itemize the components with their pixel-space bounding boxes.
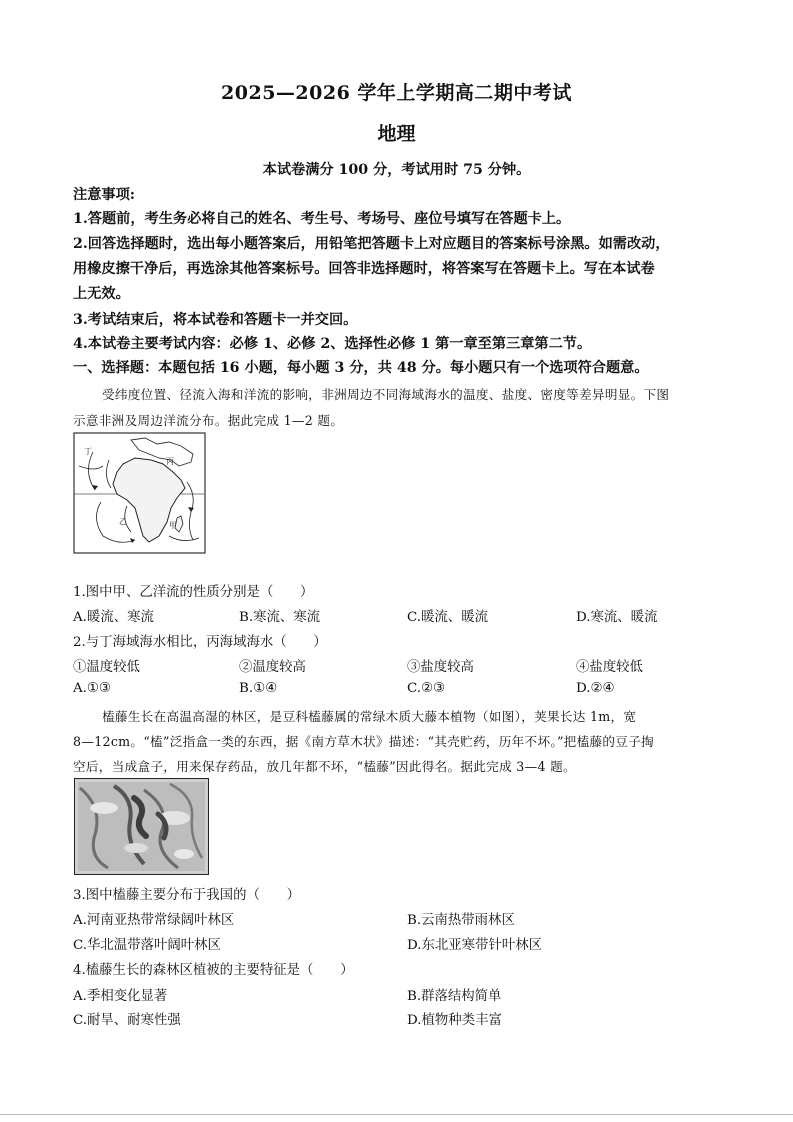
question-2-option-c: C.②③ [407, 681, 446, 696]
notes-heading: 注意事项: [73, 187, 135, 203]
passage-2-line-2: 8—12cm。“榼”泛指盒一类的东西，据《南方草木状》描述：“其壳贮药，历年不坏。”把榼藤的豆子掏 [73, 734, 654, 749]
label-ding: 丁 [84, 447, 92, 456]
question-3-option-d: D.东北亚寒带针叶林区 [407, 938, 543, 953]
question-2-stem: 2.与丁海域海水相比，丙海域海水（ ） [73, 635, 327, 650]
passage-1-line-1: 受纬度位置、径流入海和洋流的影响，非洲周边不同海域海水的温度、盐度、密度等差异明显。下图 [102, 387, 670, 402]
map-svg [73, 432, 206, 554]
subject-title: 地理 [377, 123, 416, 145]
question-3-option-a: A.河南亚热带常绿阔叶林区 [73, 913, 235, 928]
section-1-heading: 一、选择题：本题包括 16 小题，每小题 3 分，共 48 分。每小题只有一个选项符合题意。 [73, 360, 649, 376]
question-1-option-b: B.寒流、寒流 [239, 610, 321, 625]
photo-svg [74, 778, 209, 875]
note-item-1: 1.答题前，考生务必将自己的姓名、考生号、考场号、座位号填写在答题卡上。 [73, 211, 571, 227]
question-1-option-d: D.寒流、暖流 [576, 610, 658, 625]
question-2-statement-4: ④盐度较低 [576, 660, 643, 675]
question-2-statement-1: ①温度较低 [73, 660, 140, 675]
question-4-option-d: D.植物种类丰富 [407, 1013, 502, 1028]
score-note: 本试卷满分 100 分，考试用时 75 分钟。 [262, 162, 531, 178]
note-item-2-line-1: 2.回答选择题时，选出每小题答案后，用铅笔把答题卡上对应题目的答案标号涂黑。如需改动， [73, 236, 670, 252]
question-2-statement-2: ②温度较高 [239, 660, 306, 675]
question-2-option-d: D.②④ [576, 681, 615, 696]
africa-ocean-current-map [73, 432, 206, 554]
question-2-option-b: B.①④ [239, 681, 278, 696]
question-3-option-b: B.云南热带雨林区 [407, 913, 515, 928]
entada-vine-photo [74, 778, 209, 875]
question-4-option-c: C.耐旱、耐寒性强 [73, 1013, 181, 1028]
passage-2-line-1: 榼藤生长在高温高湿的林区，是豆科榼藤属的常绿木质大藤本植物（如图），荚果长达 1m，宽 [102, 709, 637, 724]
exam-title: 2025—2026 学年上学期高二期中考试 [221, 82, 572, 104]
note-item-2-line-3: 上无效。 [73, 286, 130, 302]
question-2-statement-3: ③盐度较高 [407, 660, 474, 675]
question-3-stem: 3.图中榼藤主要分布于我国的（ ） [73, 888, 301, 903]
page-bottom-rule [0, 1114, 793, 1115]
question-1-option-a: A.暖流、寒流 [73, 610, 154, 625]
question-4-option-a: A.季相变化显著 [73, 989, 168, 1004]
question-1-option-c: C.暖流、暖流 [407, 610, 488, 625]
passage-1-line-2: 示意非洲及周边洋流分布。据此完成 1—2 题。 [73, 413, 344, 428]
question-4-option-b: B.群落结构简单 [407, 989, 502, 1004]
label-yi: 乙 [119, 517, 127, 526]
question-1-stem: 1.图中甲、乙洋流的性质分别是（ ） [73, 585, 314, 600]
note-item-4: 4.本试卷主要考试内容：必修 1、必修 2、选择性必修 1 第一章至第三章第二节。 [73, 336, 592, 352]
question-4-stem: 4.榼藤生长的森林区植被的主要特征是（ ） [73, 963, 354, 978]
question-3-option-c: C.华北温带落叶阔叶林区 [73, 938, 221, 953]
passage-2-line-3: 空后，当成盒子，用来保存药品，放几年都不坏，“榼藤”因此得名。据此完成 3—4 题。 [73, 759, 576, 774]
label-bing: 丙 [166, 457, 174, 466]
note-item-3: 3.考试结束后，将本试卷和答题卡一并交回。 [73, 312, 358, 328]
question-2-option-a: A.①③ [73, 681, 111, 696]
note-item-2-line-2: 用橡皮擦干净后，再选涂其他答案标号。回答非选择题时，将答案写在答题卡上。写在本试卷 [73, 261, 655, 277]
label-jia: 甲 [169, 521, 177, 530]
